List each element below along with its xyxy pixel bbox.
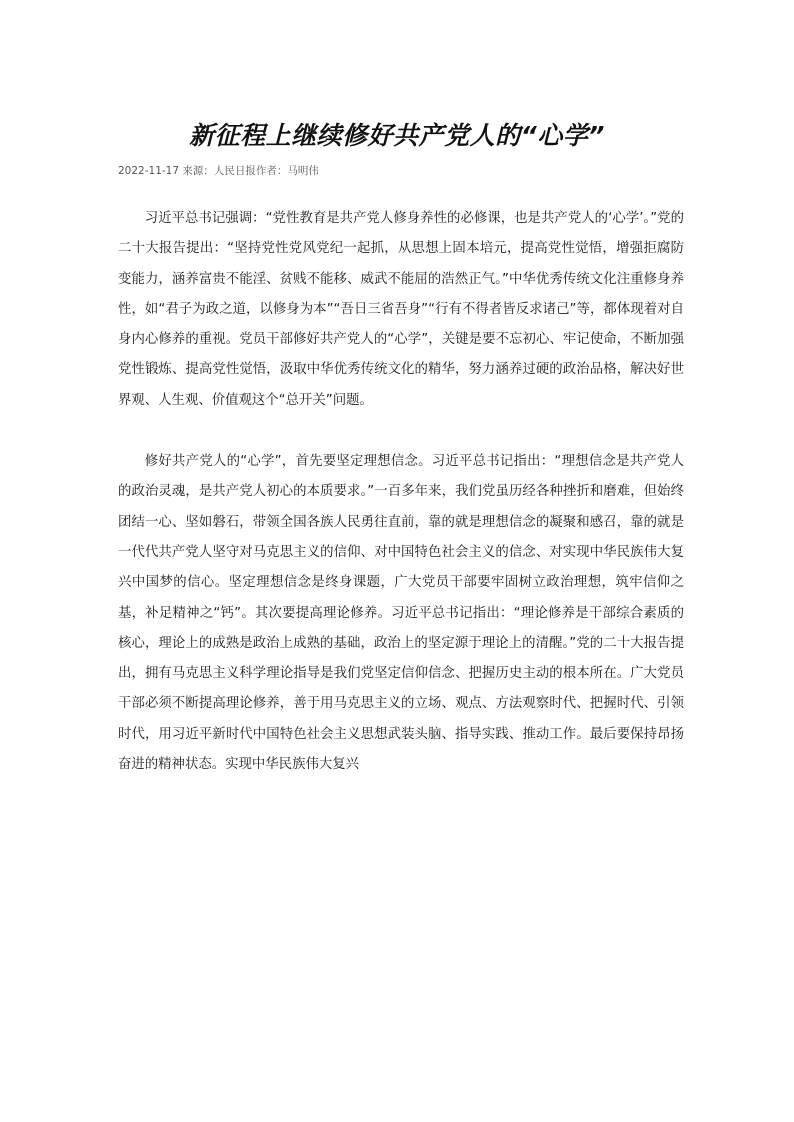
article-source: 人民日报 [213,165,256,177]
article-title: 新征程上继续修好共产党人的“心学” [189,121,605,150]
article-date: 2022-11-17 [118,165,180,177]
article-meta [118,163,319,178]
paragraph: 习近平总书记强调：“党性教育是共产党人修身养性的必修课，也是共产党人的‘心学’。”党的二十大报告提出：“坚持党性党风党纪一起抓，从思想上固本培元，提高党性觉悟，增强拒腐防变能力，涵养富贵不能淫、贫贱不能移、威武不能屈的浩然正气。”中华优秀传统文化注重修身养性，如“君子为政之道，以修身为本”“吾日三省吾身”“行有不得者皆反求诸己”等，都体现着对自身内心修养的重视。党员干部修好共产党人的“心学”，关键是要不忘初心、牢记使命，不断加强党性锻炼、提高党性觉悟，汲取中华优秀传统文化的精华，努力涵养过硬的政治品格，解决好世界观、人生观、价值观这个“总开关”问题。 [118,211,684,408]
article-body [118,204,684,780]
author-label: 作者： [255,165,288,177]
source-label: 来源： [182,165,214,177]
paragraph: 修好共产党人的“心学”，首先要坚定理想信念。习近平总书记指出：“理想信念是共产党人的政治灵魂，是共产党人初心的本质要求。”一百多年来，我们党虽历经各种挫折和磨难，但始终团结一心、坚如磐石，带领全国各族人民勇往直前，靠的就是理想信念的凝聚和感召，靠的就是一代代共产党人坚守对马克思主义的信仰、对中国特色社会主义的信念、对实现中华民族伟大复兴中国梦的信心。坚定理想信念是终身课题，广大党员干部要牢固树立政治理想，筑牢信仰之基，补足精神之“钙”。其次要提高理论修养。习近平总书记指出：“理论修养是干部综合素质的核心，理论上的成熟是政治上成熟的基础，政治上的坚定源于理论上的清醒。”党的二十大报告提出，拥有马克思主义科学理论指导是我们党坚定信仰信念、把握历史主动的根本所在。广大党员干部必须不断提高理论修养，善于用马克思主义的立场、观点、方法观察时代、把握时代、引领时代，用习近平新时代中国特色社会主义思想武装头脑、指导实践、推动工作。最后要保持昂扬奋进的精神状态。实现中华民族伟大复兴 [118,454,684,773]
article-author: 马明伟 [287,165,319,177]
